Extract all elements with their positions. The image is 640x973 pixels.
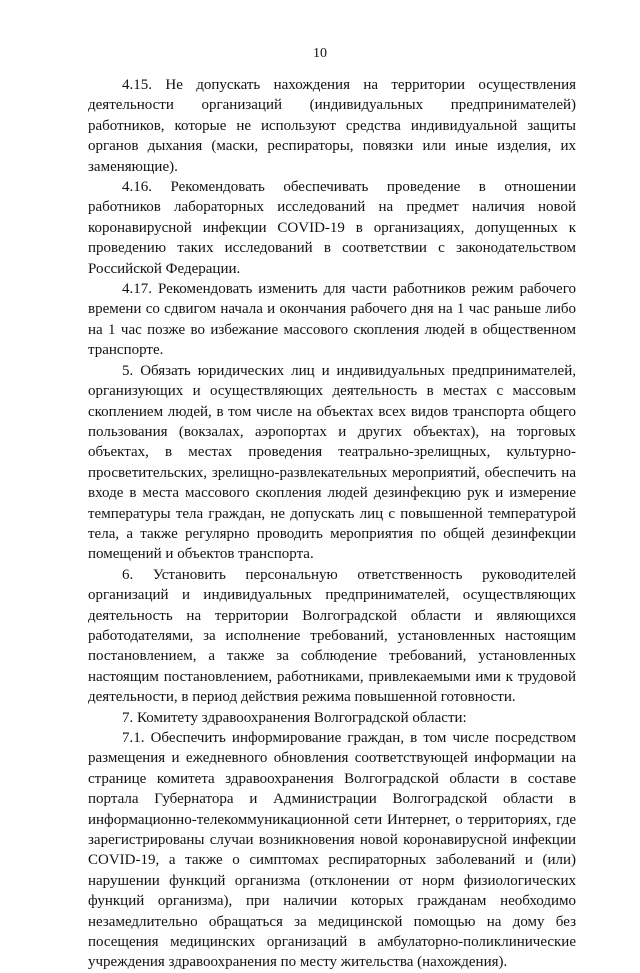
page-number: 10 (313, 46, 327, 61)
paragraph-5: 5. Обязать юридических лиц и индивидуальных предпринимателей, организующих и осуществляющих деятельность в местах с массовым скоплением людей, в том числе на объектах всех видов транспорта общего пользования (вокзалах, аэропортах и других объектах), на торговых объектах, в местах проведения театрально-зрелищных, культурно-просветительских, зрелищно-развлекательных мероприятий, обеспечить на входе в места массового скопления людей дезинфекцию рук и измерение температуры тела граждан, не допускать лиц с повышенной температурой тела, а также регулярно проводить мероприятия по общей дезинфекции помещений и объектов транспорта. (88, 362, 576, 563)
paragraph-4-17: 4.17. Рекомендовать изменить для части работников режим рабочего времени со сдвигом начала и окончания рабочего дня на 1 час раньше либо на 1 час позже во избежание массового скопления людей в общественном транспорте. (88, 281, 576, 359)
document-body (88, 75, 576, 973)
paragraph-7: 7. Комитету здравоохранения Волгоградской области: (122, 709, 467, 726)
paragraph-4-15: 4.15. Не допускать нахождения на территории осуществления деятельности организаций (индивидуальных предпринимателей) работников, которые не используют средства индивидуальной защиты органов дыхания (маски, респираторы, повязки или иные изделия, их заменяющие). (88, 77, 576, 175)
paragraph-4-16: 4.16. Рекомендовать обеспечивать проведение в отношении работников лабораторных исследований на предмет наличия новой коронавирусной инфекции COVID-19 в организациях, допущенных к проведению таких исследований в соответствии с законодательством Российской Федерации. (88, 179, 576, 277)
paragraph-7-1: 7.1. Обеспечить информирование граждан, в том числе посредством размещения и ежедневного обновления соответствующей информации на странице комитета здравоохранения Волгоградской области в составе портала Губернатора и Администрации Волгоградской области в информационно-телекоммуникационной сети Интернет, о территориях, где зарегистрированы случаи возникновения новой коронавирусной инфекции COVID-19, а также о симптомах респираторных заболеваний и (или) нарушении функций организма (отклонении от норм физиологических функций организма), при наличии которых гражданам необходимо незамедлительно обращаться за медицинской помощью на дому без посещения медицинских организаций в амбулаторно-поликлинические учреждения здравоохранения по месту жительства (нахождения). (88, 730, 576, 971)
paragraph-6: 6. Установить персональную ответственность руководителей организаций и индивидуальных предпринимателей, осуществляющих деятельность на территории Волгоградской области и являющихся работодателями, за исполнение требований, установленных настоящим постановлением, а также за соблюдение требований, установленных настоящим постановлением, работниками, привлекаемыми ими к трудовой деятельности, в период действия режима повышенной готовности. (88, 566, 576, 706)
